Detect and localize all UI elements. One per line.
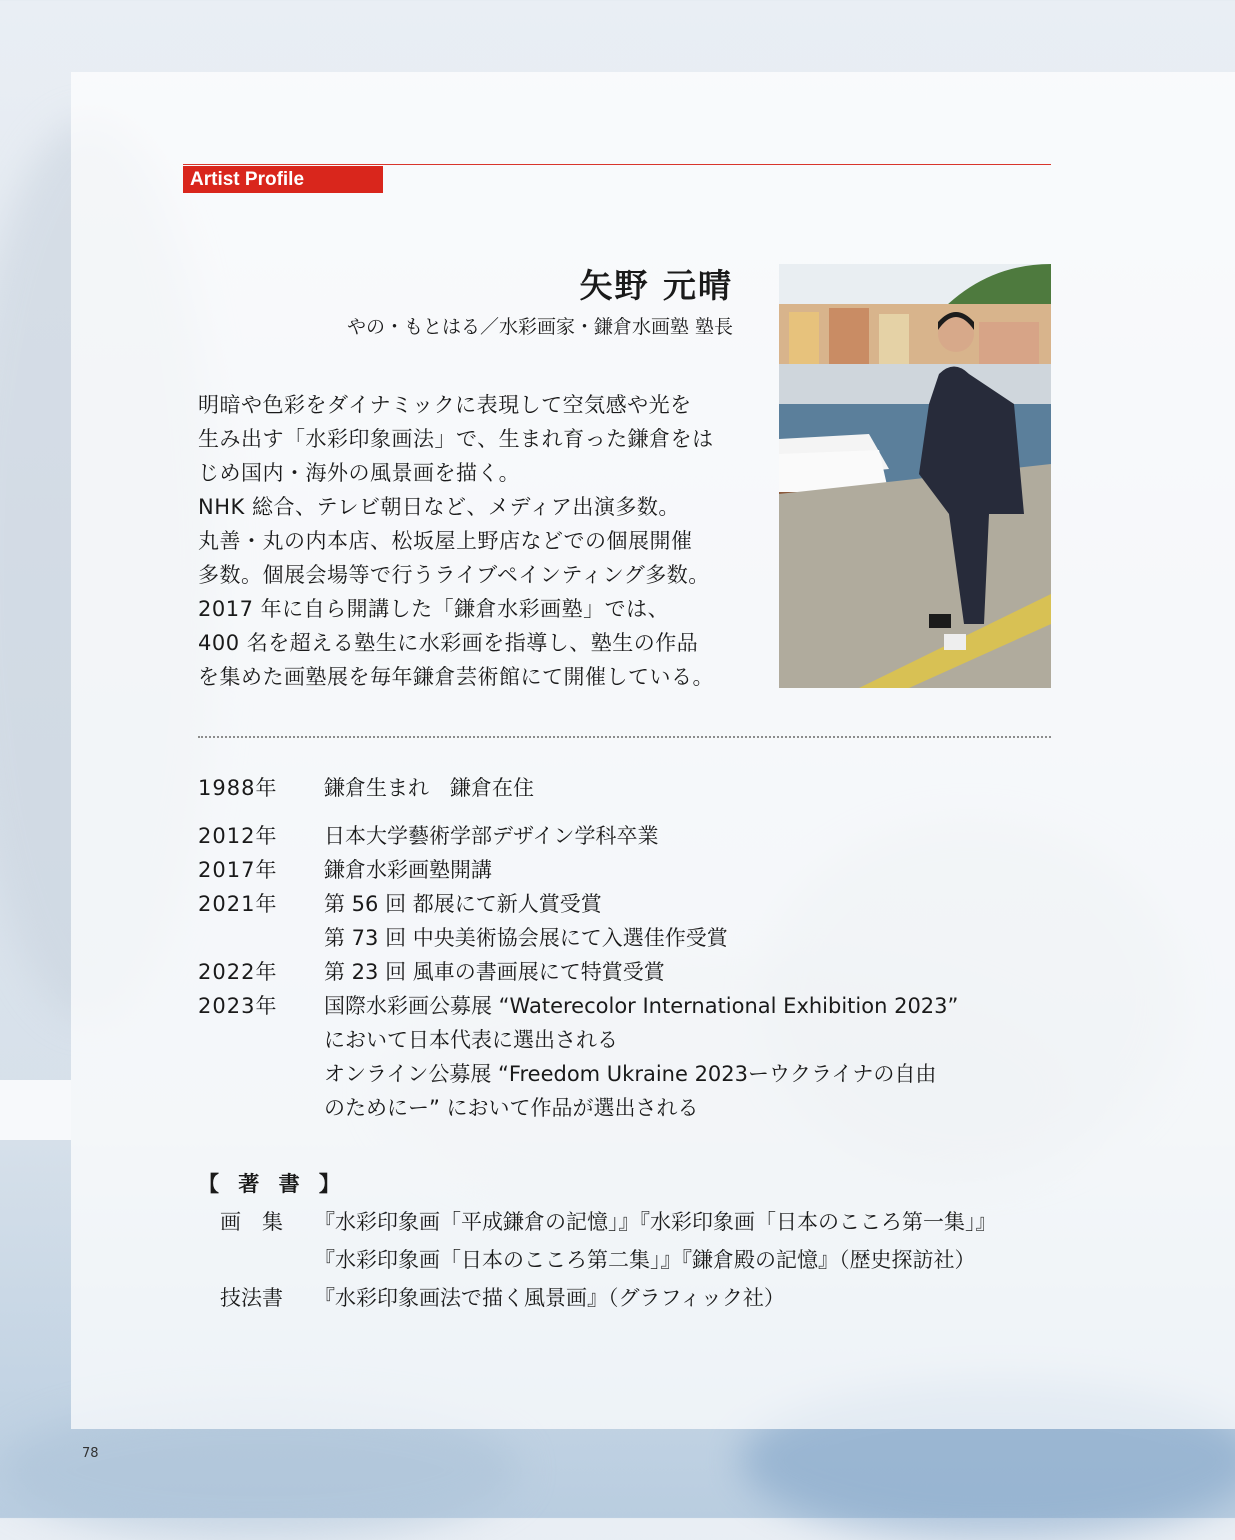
header-rule	[183, 164, 1051, 165]
dotted-divider	[198, 736, 1051, 738]
career-event: 第 56 回 都展にて新人賞受賞	[324, 892, 602, 916]
bio-line: 2017 年に自ら開講した「鎌倉水彩画塾」では、	[198, 597, 670, 621]
artist-bio	[198, 388, 758, 694]
artist-name: 矢野 元晴	[579, 266, 733, 305]
bio-line: 明暗や色彩をダイナミックに表現して空気感や光を	[198, 393, 692, 417]
bio-line: 生み出す「水彩印象画法」で、生まれ育った鎌倉をは	[198, 427, 714, 451]
section-tag: Artist Profile	[183, 166, 383, 193]
book-category: 画 集	[220, 1210, 283, 1234]
book-titles: 『水彩印象画「日本のこころ第二集」』『鎌倉殿の記憶』（歴史探訪社）	[314, 1248, 976, 1272]
bio-line: NHK 総合、テレビ朝日など、メディア出演多数。	[198, 495, 680, 519]
bio-line: を集めた画塾展を毎年鎌倉芸術館にて開催している。	[198, 665, 714, 689]
career-event: において日本代表に選出される	[324, 1028, 618, 1052]
career-event: 鎌倉生まれ 鎌倉在住	[324, 776, 534, 800]
career-event: 国際水彩画公募展 “Waterecolor International Exhibition 2023”	[324, 994, 959, 1018]
career-year: 2017年	[198, 858, 278, 882]
brush-stroke	[0, 1080, 71, 1140]
career-year: 2023年	[198, 994, 278, 1018]
career-event: 日本大学藝術学部デザイン学科卒業	[324, 824, 659, 848]
career-year: 2021年	[198, 892, 278, 916]
artist-reading: やの・もとはる／水彩画家・鎌倉水画塾 塾長	[346, 316, 733, 338]
artist-photo	[779, 264, 1051, 688]
page-number: 78	[82, 1446, 99, 1461]
career-event: のためにー” において作品が選出される	[324, 1096, 699, 1120]
bio-line: 丸善・丸の内本店、松坂屋上野店などでの個展開催	[198, 529, 693, 553]
book-titles: 『水彩印象画「平成鎌倉の記憶」』『水彩印象画「日本のこころ第一集」』	[314, 1210, 997, 1234]
book-titles: 『水彩印象画法で描く風景画』（グラフィック社）	[314, 1286, 785, 1310]
career-year: 2022年	[198, 960, 278, 984]
bio-line: 400 名を超える塾生に水彩画を指導し、塾生の作品	[198, 631, 699, 655]
bio-line: じめ国内・海外の風景画を描く。	[198, 461, 521, 485]
career-year: 2012年	[198, 824, 278, 848]
book-category: 技法書	[220, 1286, 283, 1310]
career-event: 第 23 回 風車の書画展にて特賞受賞	[324, 960, 665, 984]
career-event: 鎌倉水彩画塾開講	[324, 858, 492, 882]
bio-line: 多数。個展会場等で行うライブペインティング多数。	[198, 563, 710, 587]
career-event: 第 73 回 中央美術協会展にて入選佳作受賞	[324, 926, 728, 950]
books-heading: 【 著 書 】	[198, 1172, 346, 1196]
career-year: 1988年	[198, 776, 278, 800]
career-event: オンライン公募展 “Freedom Ukraine 2023ーウクライナの自由	[324, 1062, 937, 1086]
